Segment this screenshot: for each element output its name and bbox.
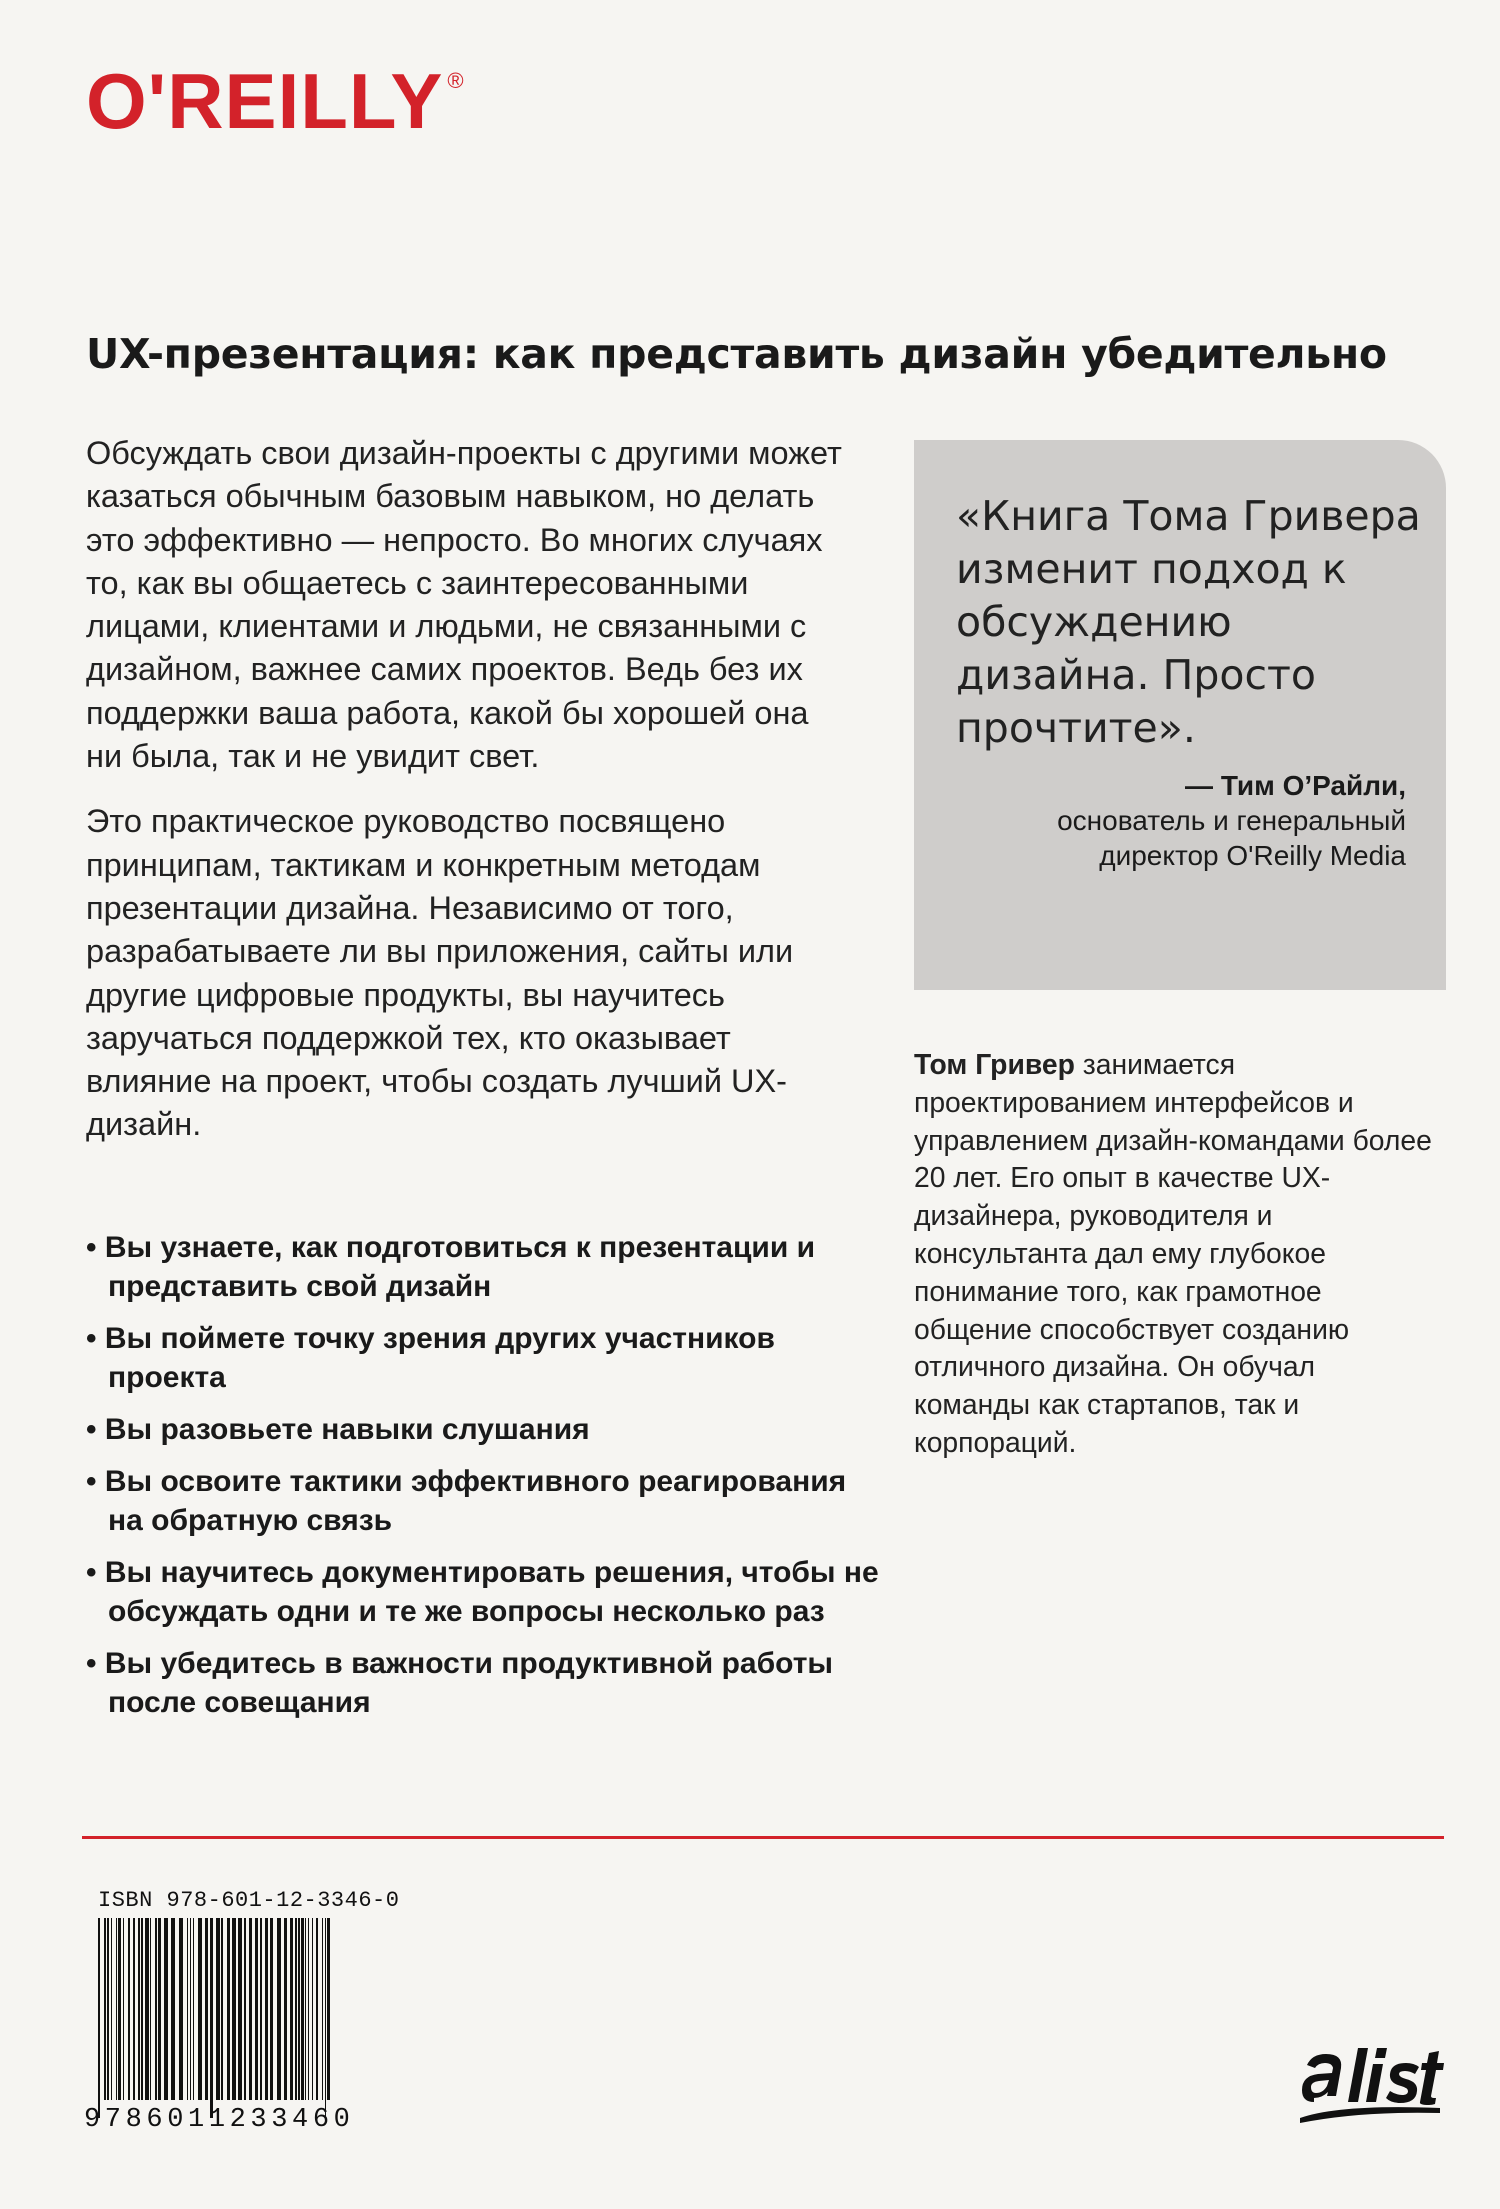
quote-author-name: — Тим О’Райли, [1185, 770, 1406, 801]
feature-text: Вы научитесь документировать решения, чтобы не обсуждать одни и те же вопросы несколько раз [104, 1556, 879, 1628]
quote-attribution [986, 768, 1406, 873]
quote-box [914, 440, 1446, 990]
bullet-icon: • [86, 1465, 97, 1498]
feature-item [86, 1228, 886, 1306]
bullet-icon: • [86, 1322, 97, 1355]
oreilly-logo [86, 57, 465, 145]
feature-item [86, 1553, 886, 1631]
alist-logo [1296, 2030, 1446, 2130]
feature-item [86, 1462, 886, 1540]
feature-text: Вы разовьете навыки слушания [104, 1413, 590, 1446]
feature-item [86, 1319, 886, 1397]
feature-text: Вы убедитесь в важности продуктивной работы после совещания [104, 1647, 834, 1719]
feature-list [86, 1228, 886, 1735]
book-description [86, 432, 846, 1169]
bullet-icon: • [86, 1231, 97, 1264]
bullet-icon: • [86, 1647, 97, 1680]
bullet-icon: • [86, 1413, 97, 1446]
feature-item [86, 1410, 886, 1449]
registered-mark: ® [447, 68, 465, 93]
logo-text: O'REILLY [86, 57, 444, 145]
description-paragraph: Обсуждать свои дизайн-проекты с другими может казаться обычным базовым навыком, но делать это эффективно — непросто. Во многих случаях то, как вы общаетесь с заинтересованными лицами, клиентами и людьми, не связанными с дизайном, важнее самих проектов. Ведь без их поддержки ваша работа, какой бы хорошей она ни была, так и не увидит свет. [86, 435, 842, 775]
divider [82, 1836, 1444, 1839]
barcode-icon [84, 1918, 384, 2118]
author-bio-text: занимается проектированием интерфейсов и управлением дизайн-командами более 20 лет. Его опыт в качестве UX-дизайнера, руководителя и консультанта дал ему глубокое понимание того, как грамотное общение способствует созданию отличного дизайна. Он обучал команды как стартапов, так и корпораций. [914, 1048, 1432, 1458]
quote-text: «Книга Тома Гривера изменит подход к обсуждению дизайна. Просто прочтите». [956, 492, 1421, 752]
feature-text: Вы узнаете, как подготовиться к презентации и представить свой дизайн [104, 1231, 816, 1303]
barcode-digits: 9786011233460 [84, 2105, 355, 2135]
isbn-label: ISBN 978-601-12-3346-0 [98, 1888, 400, 1913]
description-paragraph: Это практическое руководство посвящено принципам, тактикам и конкретным методам презентации дизайна. Независимо от того, разрабатываете ли вы приложения, сайты или другие цифровые продукты, вы научитесь заручаться поддержкой тех, кто оказывает влияние на проект, чтобы создать лучший UX-дизайн. [86, 803, 794, 1143]
feature-text: Вы освоите тактики эффективного реагирования на обратную связь [104, 1465, 847, 1537]
bullet-icon: • [86, 1556, 97, 1589]
feature-text: Вы поймете точку зрения других участников проекта [104, 1322, 775, 1394]
alist-logo-icon [1296, 2030, 1446, 2130]
quote-author-role: основатель и генеральный директор O'Reilly Media [1057, 805, 1406, 871]
author-bio [914, 1046, 1434, 1462]
book-title: UX-презентация: как представить дизайн убедительно [86, 330, 1387, 378]
feature-item [86, 1644, 886, 1722]
author-name: Том Гривер [914, 1048, 1075, 1080]
